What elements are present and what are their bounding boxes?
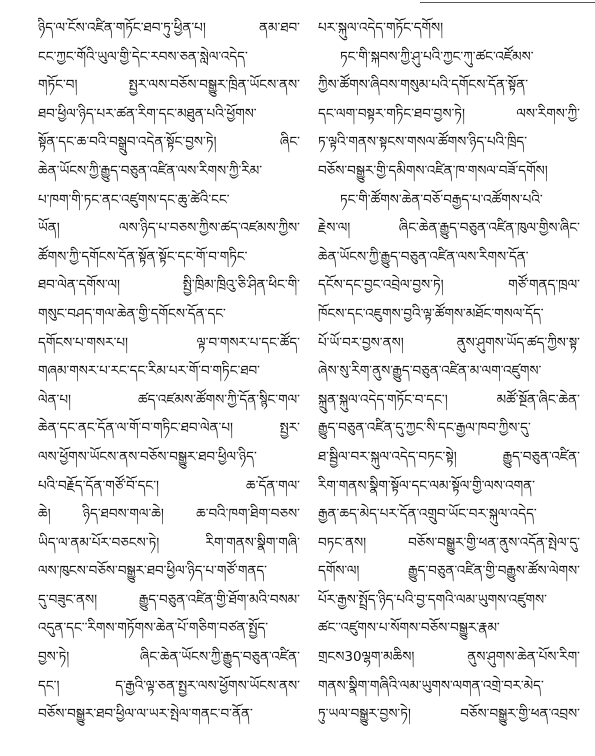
text-line: ཆེ། ཉིད་ཐབས་གལ་ཆེ། ཆ་བའི་ཁག་ཐིག་བཅས་: [38, 506, 300, 523]
text-line: བཏང་ནས། བཅོས་བསྒྱུར་གྱི་ཕན་ནུས་འདོན་སྤེལ་དུ་: [318, 534, 580, 551]
text-line: བཅོས་བསྒྱུར་ཐབ་ཕྱིལ་ལ་ཡར་སྤེལ་གནང་བ་ནོན་: [38, 706, 253, 723]
text-line: གྲངས30ལྷག་མཆིས། ནུས་ཤུགས་ཆེན་པོས་རིག་: [318, 649, 580, 666]
text-line: རིག་གནས་སྣིག་སྟོལ་དང་ལམ་སྟོལ་གྱི་ལས་འགན་: [318, 477, 535, 494]
text-line: སྐྲུན་སྐུལ་འདེད་གཏོང་བ་དང་། མཚོ་སྔོན་ཞིང་ཆེན་: [318, 391, 580, 408]
text-line: ཡོན། ལས་ཉིད་པ་བཅས་ཀྱིས་ཚད་འཛམས་ཀྱིས་: [38, 220, 300, 237]
text-line: དངོས་དང་བྱང་འབྲེལ་བྱས་ཏེ། གཙོ་གནད་ཁྲལ་: [318, 277, 580, 294]
text-line: བྱས་ཏེ། ཞིང་ཆེན་ཡོངས་ཀྱི་རྒྱུད་བཅུན་འཛིན་: [38, 649, 300, 666]
text-line: པའི་བརྗོད་དོན་གཙོ་བོ་དང་། ཆ་དོན་གལ་: [38, 477, 300, 494]
left-text-column: [38, 14, 300, 729]
text-line: ཉིད་ལ་ངོས་འཛིན་གཏོང་ཐབ་ཏུ་ཕྱིན་པ། ནམ་ཐབ་: [38, 20, 300, 36]
text-line: ཏང་གི་སྐབས་ཀྱི་ཤུ་པའི་ཀྱང་ཀུ་ཚང་འཛོམས་: [340, 48, 534, 65]
text-line: ཀྱིས་ཚོགས་ཞིབས་གསུམ་པའི་དགོངས་དོན་སྟོན་: [318, 77, 529, 94]
text-line: རྗེས་ལ། ཞིང་ཆེན་རྒྱུད་བཅུན་འཛིན་ཁུལ་གྱིས་ཞིང་: [318, 220, 580, 237]
text-line: པ་ཁག་གི་ཏང་ནང་འཛུགས་དང་ཆུ་ཚེའི་ངང་: [38, 191, 230, 208]
text-line: པོར་རྒྱས་སྤྲོད་ཉིད་པའི་བྱ་དགའི་ལམ་ཡུགས་འཛུགས་: [318, 591, 547, 608]
text-line: གཏོང་བ། སྤྱར་ལས་བཅོས་བསྒྱུར་ཁྲིན་ཡོངས་ནས་: [38, 77, 300, 94]
text-line: ལས་ཕྱོགས་ཡོངས་ནས་བཅོས་བསྒྱུར་ཐབ་ཕྱིལ་ཉིད་: [38, 448, 257, 465]
text-line: ལས་ཁུངས་བཅོས་བསྒྱུར་ཐབ་ཕྱིལ་ཉིད་པ་གཙོ་གནད་: [38, 563, 267, 580]
text-line: པར་སྐུལ་འདེད་གཏོང་དགོས།: [318, 20, 444, 36]
text-line: ཐབ་ཕྱིལ་ཉིད་པར་ཚན་རིག་དང་མཐུན་པའི་ཕྱོགས་: [38, 105, 257, 122]
text-line: ཆེན་དང་ནང་དོན་ལ་གོ་བ་གཏིང་ཐབ་ལེན་པ། སྤྱར་: [38, 420, 300, 437]
right-text-column: [318, 14, 580, 729]
text-line: ཡིད་ལ་ནམ་པོར་བཅངས་ཏེ། རིག་གནས་སྣིག་གཞི་: [38, 534, 300, 551]
text-line: ཚོགས་ཀྱི་དགོངས་དོན་སྟོན་སྟོང་དང་གོ་བ་གཏིང་: [38, 248, 248, 265]
text-line: འདུན་དང་་རིགས་གཏོགས་ཆེན་པོ་གཅིག་བཙན་སྤྱོད་: [38, 620, 269, 637]
text-line: དུ་བཟུང་ནས། རྒྱུད་བཅུན་འཛིན་གྱི་ཐོག་མའི་བསམ་: [38, 591, 300, 608]
text-line: བཅོས་བསྒྱུར་གྱི་དམིགས་འཛིན་ཁ་གསལ་བཟོ་དགོས།: [318, 162, 548, 179]
text-line: ཐ་སྦྱིལ་བར་སྐུལ་འདེད་བཏང་སྟེ། རྒྱུད་བཅུན་འཛིན་: [318, 448, 580, 465]
text-line: གཞམ་གསར་པ་རང་དང་རིམ་པར་གོ་བ་གཏིང་ཐབ་: [38, 363, 260, 380]
text-line: ཁོངས་དང་འཇུགས་བྱའི་ལྟ་ཚོགས་མཐོང་གསལ་དོད་: [318, 305, 544, 322]
text-line: རྒྱན་ཆད་མེད་པར་དོན་འགྲུབ་ཡོང་བར་སྐུལ་འདེད་: [318, 506, 537, 523]
text-line: རྒྱུད་བཅུན་འཛིན་དུ་ཀྱང་སི་དང་རྒྱལ་ཁབ་ཀྱིས་དུ་: [318, 420, 531, 437]
text-line: ཆེན་ཡོངས་ཀྱི་རྒྱུད་བཅུན་འཛིན་ལས་རིགས་དོན་: [318, 248, 529, 265]
text-line: ཏུ་ཡལ་བསྒྱུར་བྱས་ཏེ། བཅོས་བསྒྱུར་གྱི་ཕན་འབྲས་: [318, 706, 580, 723]
text-line: གནས་སྣིག་གཞིའི་ལམ་ཡུགས་ལགན་འགྲེ་བར་མེད་: [318, 677, 544, 694]
text-line: ལེན་པ། ཚད་འཛམས་ཚོགས་ཀྱི་དོན་སྙིང་གལ་: [38, 391, 300, 408]
text-line: དང་ལག་བསྟར་གཏིང་ཐབ་བྱས་ཏེ། ལས་རིགས་ཀྱི་: [318, 105, 580, 122]
text-line: དགོས་ལ། རྒྱུད་བཅུན་འཛིན་གྱི་བརྒྱུས་ཚོས་ལེགས་: [318, 563, 580, 580]
header-rule: [420, 2, 595, 3]
text-line: ཆེན་ཡོངས་ཀྱི་རྒྱུད་བཅུན་འཛིན་ལས་རིགས་ཀྱི་རིམ་: [38, 162, 263, 179]
text-line: ཚང་་འཛུགས་པ་སོགས་བཅོས་བསྒྱུར་རྣམ་: [318, 620, 500, 637]
text-line: དགོངས་པ་གསར་པ། ལྟ་བ་གསར་པ་དང་ཚོད་: [38, 334, 300, 351]
text-line: ཏ་ལྟའི་གནས་སྟངས་གསལ་ཚོགས་ཉིད་པའི་ཁྲིད་: [318, 134, 528, 151]
text-line: ཏང་གི་ཚོགས་ཆེན་བཅོ་བརྒྱད་པ་འཚོགས་པའི་: [340, 191, 543, 208]
text-line: གསུང་བཤད་གལ་ཆེན་གྱི་དགོངས་དོན་དང་: [38, 305, 226, 322]
text-line: དང་། ད་རྒྱའི་ལྟ་ཅན་སྤྱར་ལས་ཕྱོགས་ཡོངས་ནས་: [38, 677, 300, 694]
text-line: ངང་ཀྱང་གོའི་ཡུལ་གྱི་དེང་རབས་ཅན་སླེལ་འདེད་: [38, 48, 248, 65]
text-line: ཐབ་ལེན་དགོས་ལ། སྤྱི་ཁྲིམ་ཁྲིའུ་ཅི་ཤིན་ཕིང་གི་: [38, 277, 300, 294]
text-line: ཞེས་སུ་རིག་ནུས་རྒྱུད་བཅུན་འཛིན་མ་ལག་འཛུགས་: [318, 363, 542, 380]
text-line: པོ་ཡོ་བར་བྱས་ནས། ནུས་ཤུགས་ཡོད་ཚད་ཀྱིས་སྟ་: [318, 334, 580, 351]
text-line: སྟོན་དང་ཆ་བའི་བསྒྲུབ་འདེན་སྟོང་བྱས་ཏེ། ཞིང་: [38, 134, 300, 151]
